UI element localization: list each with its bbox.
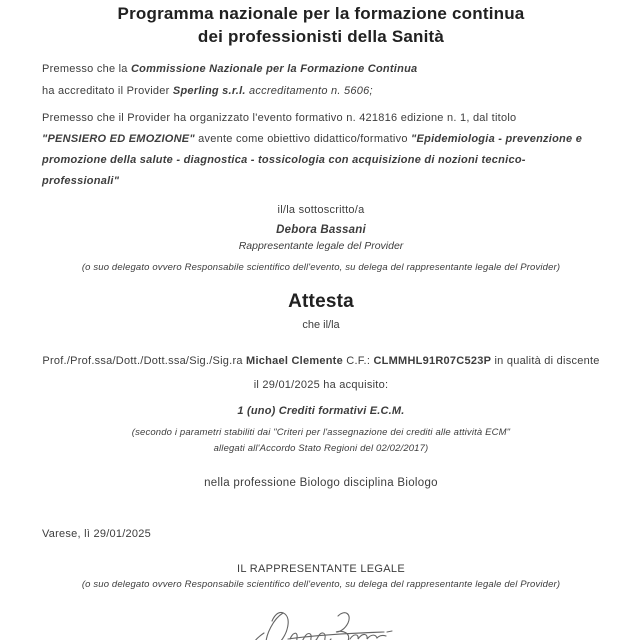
attendee-closing: in qualità di discente il 29/01/2025 ha acquisito:: [253, 355, 600, 391]
signature-stroke-d: [266, 612, 288, 640]
signature-stroke-end-dash: [387, 631, 392, 632]
signature-delegate-note: (o suo delegato ovvero Responsabile scientifico dell'evento, su delega del rappresentante legale del Provider): [81, 579, 561, 590]
premise-accreditation: [42, 58, 600, 102]
delegate-note: (o suo delegato ovvero Responsabile scientifico dell'evento, su delega del rappresentante legale del Provider): [81, 262, 561, 273]
credits-line: 1 (uno) Crediti formativi E.C.M.: [237, 405, 405, 417]
premise-event-intro: Premesso che il Provider ha organizzato l'evento formativo n. 421816 edizione n. 1, dal titolo: [42, 112, 517, 124]
legal-representative-heading: IL RAPPRESENTANTE LEGALE: [237, 563, 405, 575]
certificate-title-line2: dei professionisti della Sanità: [197, 27, 445, 46]
credits-note: [42, 425, 600, 457]
undersigned-label: il/la sottoscritto/a: [277, 204, 365, 216]
signature-stroke-trailing: [350, 634, 386, 639]
che-il-la-label: che il/la: [302, 319, 340, 331]
accreditation-number: accreditamento n. 5606;: [245, 85, 373, 97]
credits-note-line1: (secondo i parametri stabiliti dai "Criteri per l'assegnazione dei crediti alle attività ECM": [131, 427, 511, 438]
premise-accreditation-lead: Premesso che la: [42, 63, 131, 75]
premise-event-connector: avente come obiettivo didattico/formativo: [194, 133, 412, 145]
place-date: Varese, lì 29/01/2025: [42, 528, 152, 540]
attesta-heading: Attesta: [288, 291, 354, 312]
fiscal-code-label: C.F.:: [342, 355, 374, 367]
signature-stroke-flourish: [288, 632, 384, 639]
certificate-title-line1: Programma nazionale per la formazione continua: [117, 4, 525, 23]
attendee-line: [42, 349, 600, 397]
attendee-name: Michael Clemente: [246, 355, 343, 367]
provider-name: Sperling s.r.l.: [172, 85, 246, 97]
credits-note-line2: allegati all'Accordo Stato Regioni del 02/02/2017): [213, 443, 429, 454]
fiscal-code: CLMMHL91R07C523P: [373, 355, 492, 367]
event-title: "PENSIERO ED EMOZIONE": [42, 133, 195, 145]
legal-representative-signature: [246, 606, 396, 640]
profession-line: nella professione Biologo disciplina Biologo: [204, 477, 438, 489]
commission-name: Commissione Nazionale per la Formazione Continua: [130, 63, 418, 75]
signature-stroke-d-tail: [251, 633, 276, 640]
premise-accreditation-line2-lead: ha accreditato il Provider: [42, 85, 173, 97]
event-objective: "Epidemiologia - prevenzione e promozione della salute - diagnostica - tossicologia con acquisizione di nozioni tecnico-professionali": [42, 133, 583, 187]
legal-representative-role: Rappresentante legale del Provider: [238, 240, 404, 252]
attendee-titles-prefix: Prof./Prof.ssa/Dott./Dott.ssa/Sig./Sig.ra: [42, 355, 247, 367]
premise-event: [42, 108, 600, 192]
legal-representative-name: Debora Bassani: [276, 224, 366, 236]
certificate-title: [42, 2, 600, 48]
signature-stroke-b: [332, 613, 349, 640]
signature-area: [42, 606, 600, 640]
